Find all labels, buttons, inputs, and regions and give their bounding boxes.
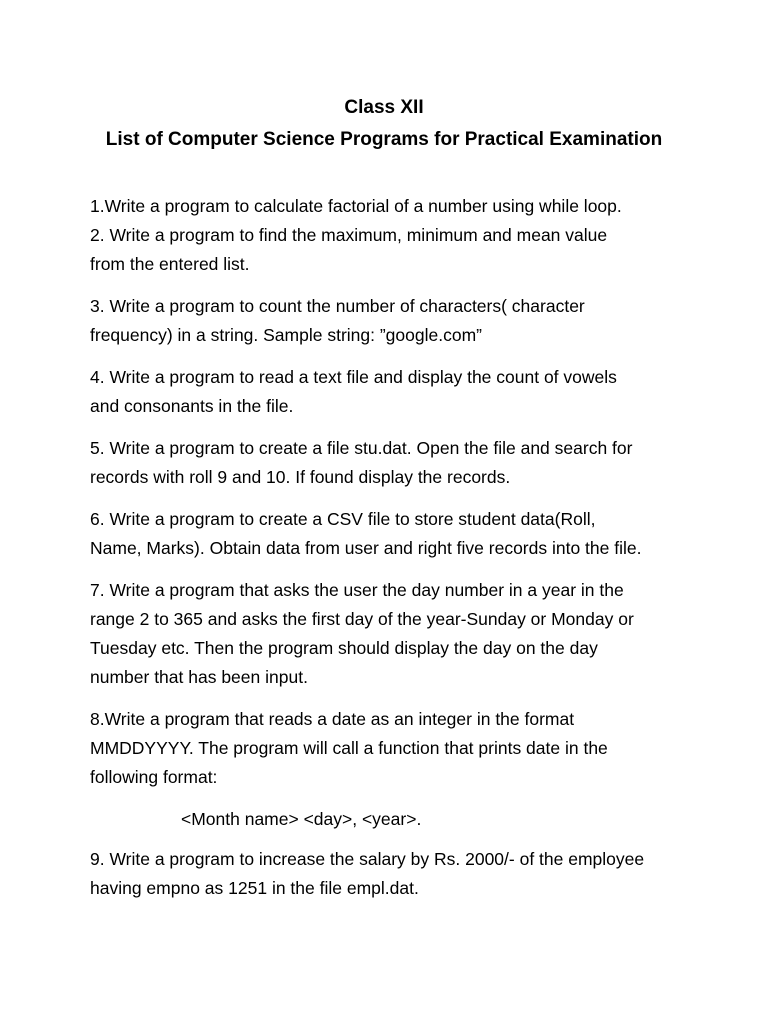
document-title-list: List of Computer Science Programs for Practical Examination [105, 129, 663, 150]
program-item-5 [90, 434, 700, 492]
program-text-line: 3. Write a program to count the number of characters( character [90, 296, 585, 316]
program-text-line: Tuesday etc. Then the program should display the day on the day [90, 638, 598, 658]
program-item-8 [90, 705, 700, 792]
program-text-line: frequency) in a string. Sample string: ”google.com” [90, 325, 482, 345]
program-text-line: 6. Write a program to create a CSV file to store student data(Roll, [90, 509, 596, 529]
program-text-line: number that has been input. [90, 667, 308, 687]
program-item-2 [90, 221, 700, 279]
program-text-line: and consonants in the file. [90, 396, 294, 416]
program-item-7 [90, 576, 700, 692]
document-title-class: Class XII [344, 97, 424, 118]
program-text-line: 4. Write a program to read a text file and display the count of vowels [90, 367, 617, 387]
program-item-1 [90, 192, 700, 221]
program-item-6 [90, 505, 700, 563]
program-list [90, 192, 700, 916]
program-text-line: from the entered list. [90, 254, 250, 274]
program-text-line: MMDDYYYY. The program will call a function that prints date in the [90, 738, 608, 758]
program-text-line: 5. Write a program to create a file stu.dat. Open the file and search for [90, 438, 633, 458]
program-item-4 [90, 363, 700, 421]
program-text-line: following format: [90, 767, 218, 787]
program-text-line: Name, Marks). Obtain data from user and right five records into the file. [90, 538, 642, 558]
program-text-line: 9. Write a program to increase the salary by Rs. 2000/- of the employee [90, 849, 645, 869]
program-text-line: <Month name> <day>, <year>. [181, 809, 422, 829]
program-item-9 [90, 845, 700, 903]
program-text-line: 7. Write a program that asks the user the day number in a year in the [90, 580, 624, 600]
program-text-line: 1.Write a program to calculate factorial of a number using while loop. [90, 196, 622, 216]
program-text-line: range 2 to 365 and asks the first day of the year-Sunday or Monday or [90, 609, 634, 629]
program-text-line: records with roll 9 and 10. If found display the records. [90, 467, 511, 487]
program-text-line: 2. Write a program to find the maximum, minimum and mean value [90, 225, 608, 245]
program-item-3 [90, 292, 700, 350]
program-text-line: 8.Write a program that reads a date as an integer in the format [90, 709, 575, 729]
date-format-example [90, 805, 700, 834]
program-text-line: having empno as 1251 in the file empl.dat. [90, 878, 419, 898]
